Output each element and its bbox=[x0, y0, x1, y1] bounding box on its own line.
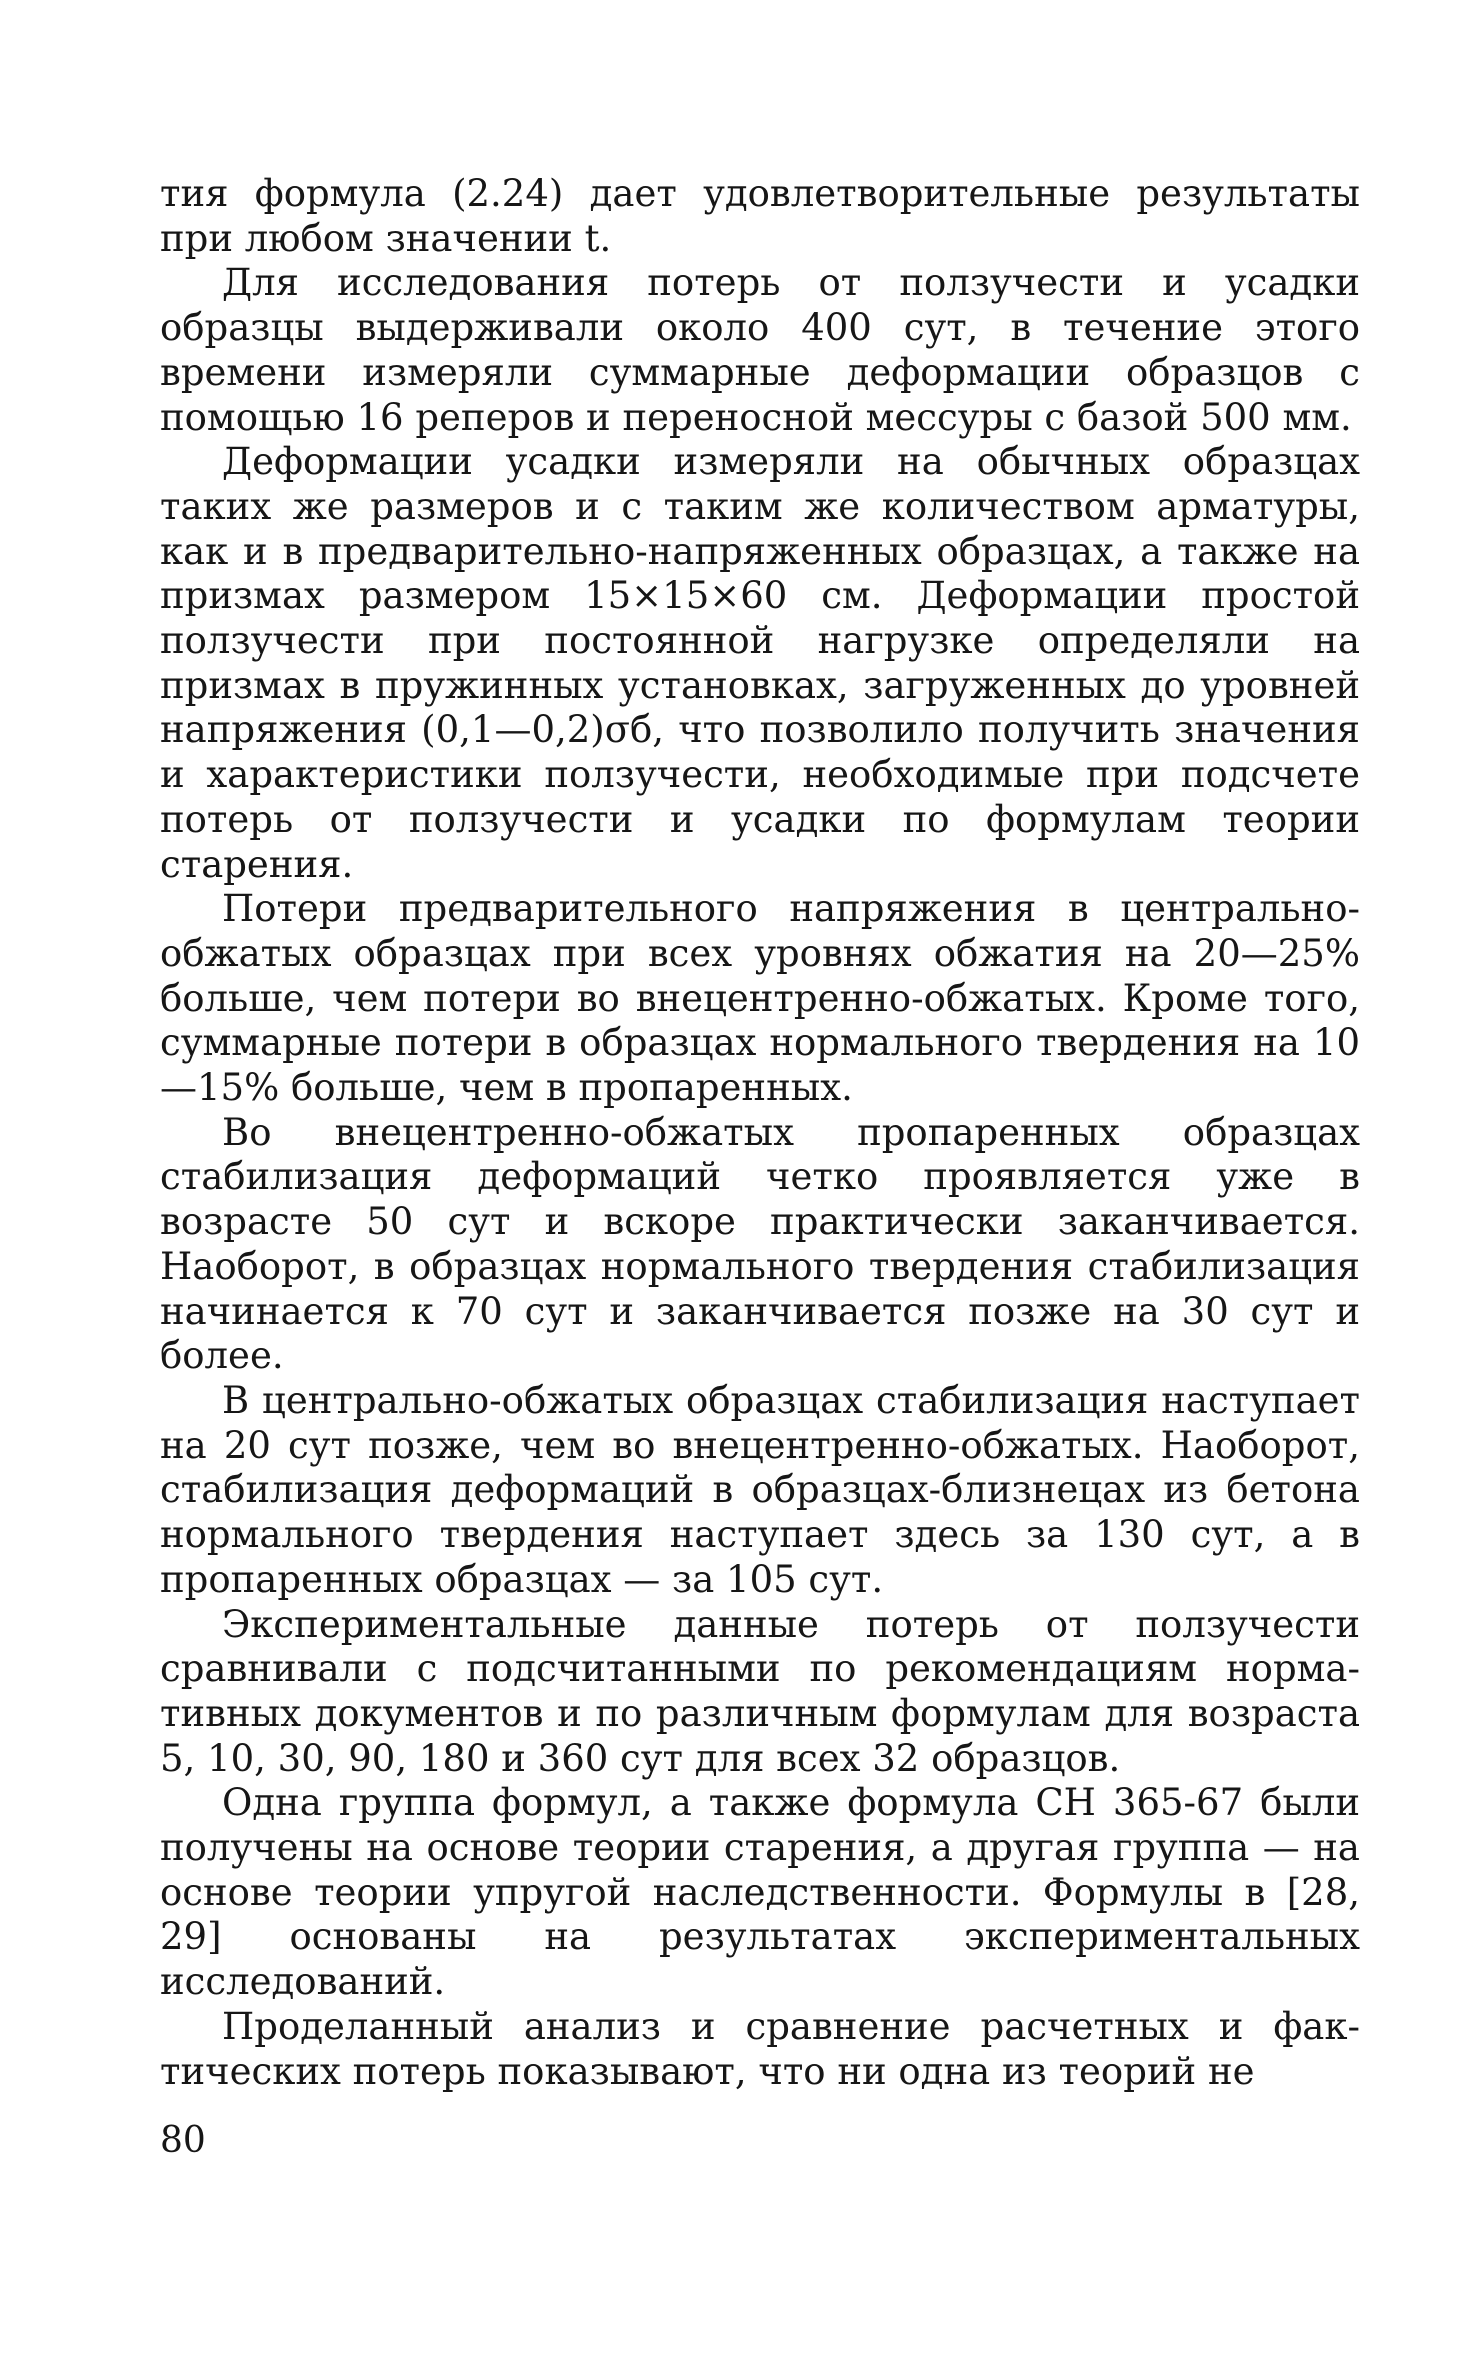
paragraph-4: Потери предварительного напряжения в центрально-обжатых образцах при всех уровнях обжатия на 20—25% больше, чем потери во внецентренно-обжатых. Кроме того, суммарные потери в образцах нормального твердения на 10—15% больше, чем в пропаренных. bbox=[160, 887, 1360, 1110]
paragraph-5: Во внецентренно-обжатых пропаренных образцах стабилизация деформаций четко проявляется уже в возрасте 50 сут и вскоре практически заканчивается. Наоборот, в образцах нормального твердения стабилизация начинается к 70 сут и заканчивается позже на 30 сут и более. bbox=[160, 1110, 1360, 1378]
paragraph-1: тия формула (2.24) дает удовлетворительные результаты при любом значении t. bbox=[160, 172, 1360, 260]
page-body bbox=[160, 172, 1360, 2094]
paragraph-3: Деформации усадки измеряли на обычных образцах таких же размеров и с таким же количеством арматуры, как и в предварительно-напряженных образцах, а также на призмах размером 15×15×60 см. Деформации простой ползучести при постоянной нагрузке определяли на призмах в пружинных установках, загруженных до уровней напряжения (0,1—0,2)σб, что позволило получить значения и характеристики ползучести, необходимые при подсчете потерь от ползучести и усадки по формулам теории старения. bbox=[160, 440, 1360, 886]
paragraph-6: В центрально-обжатых образцах стабилизация наступает на 20 сут позже, чем во внецентренно-обжатых. Наоборот, стабилизация деформаций в образцах-близнецах из бетона нормального твердения наступает здесь за 130 сут, а в пропаренных образцах — за 105 сут. bbox=[160, 1378, 1360, 1601]
paragraph-9: Проделанный анализ и сравнение расчетных и фактических потерь показывают, что ни одна из теорий не bbox=[160, 2004, 1360, 2093]
paragraph-2: Для исследования потерь от ползучести и усадки образцы выдерживали около 400 сут, в течение этого времени измеряли суммарные деформации образцов с помощью 16 реперов и переносной мессуры с базой 500 мм. bbox=[160, 261, 1360, 439]
paragraph-8: Одна группа формул, а также формула СН 365-67 были получены на основе теории старения, а другая группа — на основе теории упругой наследственности. Формулы в [28, 29] основаны на результатах экспериментальных исследований. bbox=[160, 1781, 1360, 2004]
page-number: 80 bbox=[160, 2120, 206, 2161]
paragraph-7: Экспериментальные данные потерь от ползучести сравнивали с подсчитанными по рекомендациям нормативных документов и по различным формулам для возраста 5, 10, 30, 90, 180 и 360 сут для всех 32 образцов. bbox=[160, 1602, 1360, 1780]
